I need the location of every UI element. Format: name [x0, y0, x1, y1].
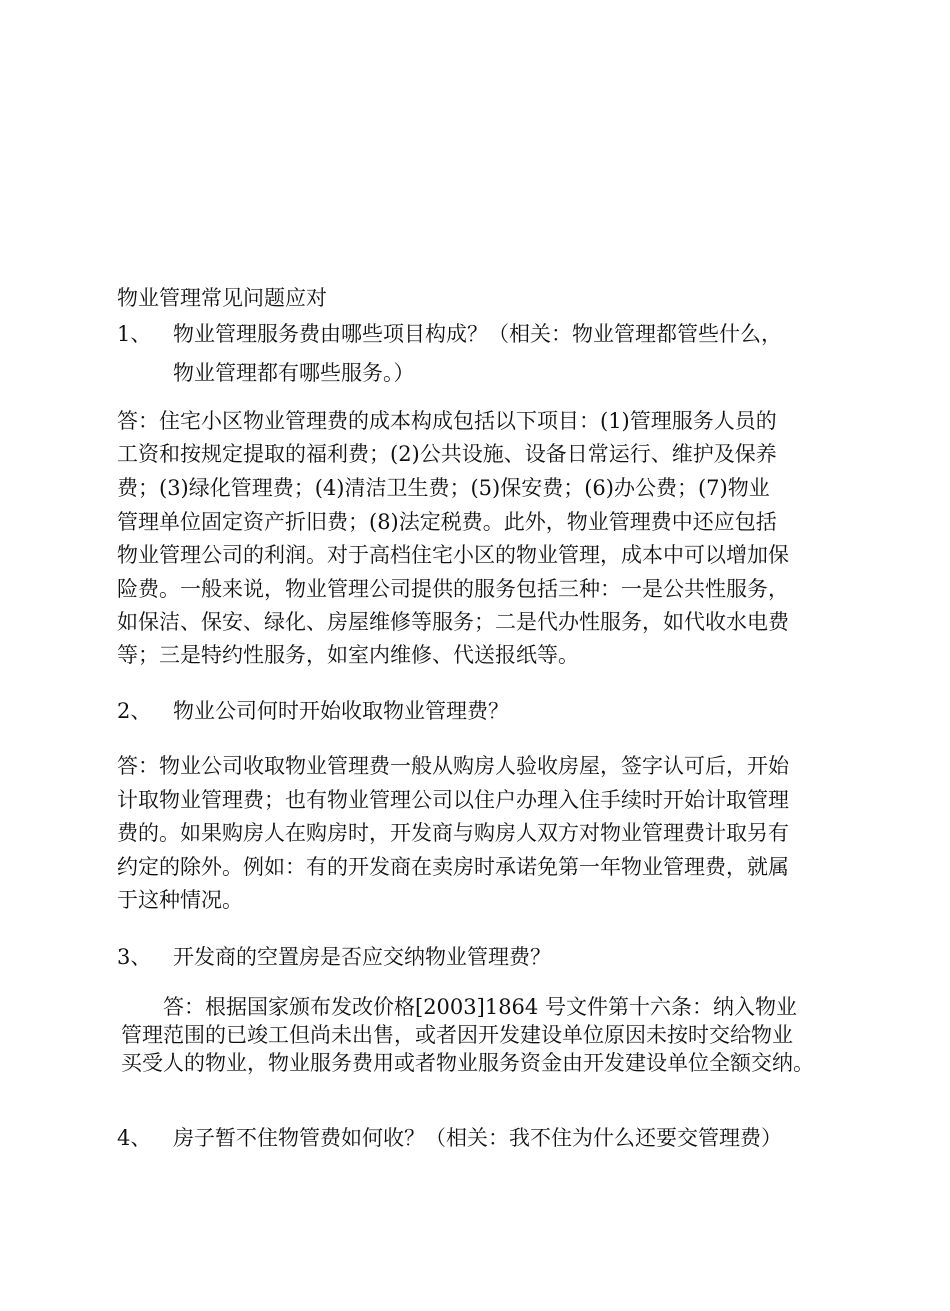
answer-2-line: 答：物业公司收取物业管理费一般从购房人验收房屋，签字认可后，开始 — [117, 754, 789, 778]
answer-2-line: 约定的除外。例如：有的开发商在卖房时承诺免第一年物业管理费，就属 — [117, 855, 789, 879]
question-4-number: 4、 — [117, 1126, 152, 1150]
answer-3-line: 答：根据国家颁布发改价格[2003]1864 号文件第十六条：纳入物业 — [163, 995, 797, 1019]
question-4-text: 房子暂不住物管费如何收？（相关：我不住为什么还要交管理费） — [173, 1126, 782, 1150]
document-title: 物业管理常见问题应对 — [117, 286, 327, 310]
question-2-text: 物业公司何时开始收取物业管理费？ — [173, 699, 509, 723]
answer-1-line: 工资和按规定提取的福利费；(2)公共设施、设备日常运行、维护及保养 — [117, 442, 777, 466]
answer-1-line: 费；(3)绿化管理费；(4)清洁卫生费；(5)保安费；(6)办公费；(7)物业 — [117, 476, 770, 500]
answer-1-line: 管理单位固定资产折旧费；(8)法定税费。此外，物业管理费中还应包括 — [117, 510, 777, 534]
answer-1-line: 物业管理公司的利润。对于高档住宅小区的物业管理，成本中可以增加保 — [117, 543, 789, 567]
answer-1-line: 答：住宅小区物业管理费的成本构成包括以下项目：(1)管理服务人员的 — [117, 409, 777, 433]
answer-2-line: 计取物业管理费；也有物业管理公司以住户办理入住手续时开始计取管理 — [117, 788, 789, 812]
answer-2-line: 于这种情况。 — [117, 888, 243, 912]
answer-3-line: 管理范围的已竣工但尚未出售，或者因开发建设单位原因未按时交给物业 — [121, 1023, 793, 1047]
answer-3-line: 买受人的物业，物业服务费用或者物业服务资金由开发建设单位全额交纳。 — [121, 1051, 814, 1075]
question-3-number: 3、 — [117, 945, 152, 969]
answer-1-line: 险费。一般来说，物业管理公司提供的服务包括三种：一是公共性服务， — [117, 577, 789, 601]
question-1-line-1: 物业管理服务费由哪些项目构成？（相关：物业管理都管些什么， — [173, 322, 782, 346]
question-2-number: 2、 — [117, 699, 152, 723]
answer-1-line: 等；三是特约性服务，如室内维修、代送报纸等。 — [117, 643, 579, 667]
question-1-line-2: 物业管理都有哪些服务。） — [173, 361, 415, 385]
answer-1-line: 如保洁、保安、绿化、房屋维修等服务；二是代办性服务，如代收水电费 — [117, 610, 789, 634]
answer-2-line: 费的。如果购房人在购房时，开发商与购房人双方对物业管理费计取另有 — [117, 821, 789, 845]
question-1-number: 1、 — [117, 322, 152, 346]
question-3-text: 开发商的空置房是否应交纳物业管理费？ — [173, 945, 551, 969]
